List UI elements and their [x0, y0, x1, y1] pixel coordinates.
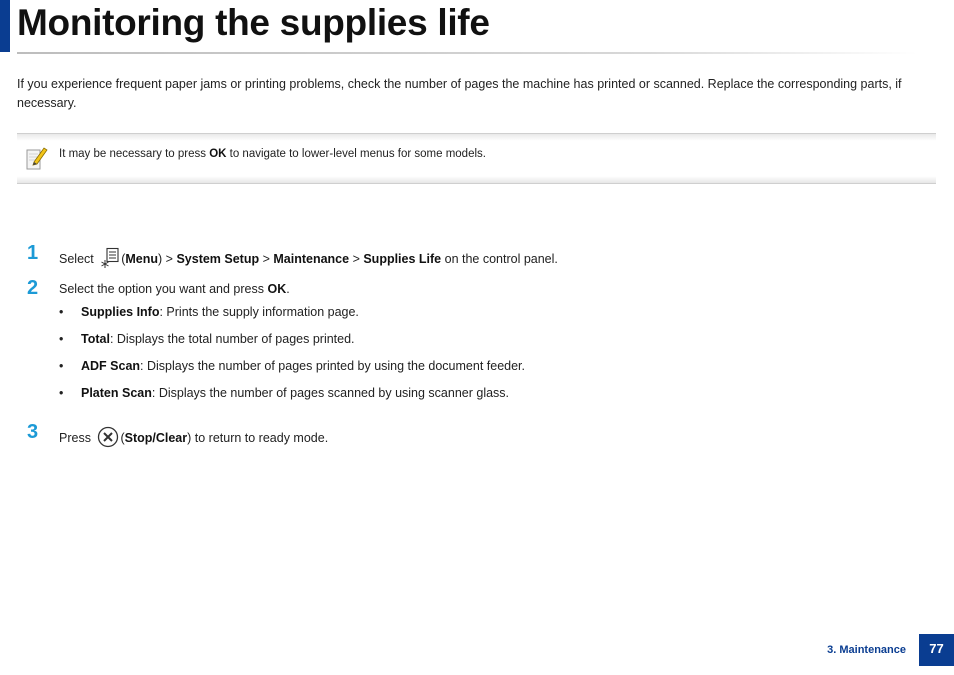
list-item: • Platen Scan: Displays the number of pages scanned by using scanner glass.: [59, 386, 510, 400]
option-desc: : Displays the number of pages printed by using the document feeder.: [140, 359, 526, 373]
step-text: Press (Stop/Clear) to return to ready mode.: [59, 426, 328, 448]
path-separator: >: [162, 252, 177, 266]
path-system-setup: System Setup: [176, 252, 260, 266]
option-name: Supplies Info: [81, 305, 160, 319]
option-desc: : Displays the number of pages scanned by using scanner glass.: [151, 386, 510, 400]
step-number: 3: [27, 421, 39, 443]
step-prefix: Select: [59, 252, 98, 266]
option-desc: : Displays the total number of pages printed.: [109, 332, 355, 346]
step-number: 2: [27, 277, 39, 299]
ok-key: OK: [267, 282, 287, 296]
path-supplies-life: Supplies Life: [363, 252, 442, 266]
note-text: [59, 148, 486, 160]
step-text: Select (Menu) > System Setup > Maintenance > Supplies Life on the control panel.: [59, 247, 558, 269]
list-item: • Total: Displays the total number of pages printed.: [59, 332, 355, 346]
footer-section-label: 3. Maintenance: [827, 644, 906, 656]
path-maintenance: Maintenance: [273, 252, 350, 266]
intro-paragraph: If you experience frequent paper jams or printing problems, check the number of pages the machine has printed or scanned. Replace the corresponding parts, if necessary.: [17, 77, 902, 110]
step-suffix: on the control panel.: [441, 252, 558, 266]
stop-clear-label: Stop/Clear: [124, 431, 188, 445]
menu-label: Menu: [125, 252, 159, 266]
list-item: • Supplies Info: Prints the supply information page.: [59, 305, 359, 319]
option-desc: : Prints the supply information page.: [159, 305, 359, 319]
list-item: • ADF Scan: Displays the number of pages printed by using the document feeder.: [59, 359, 526, 373]
note-text-after: to navigate to lower-level menus for some models.: [226, 148, 486, 160]
menu-button-icon: [100, 247, 120, 269]
note-pencil-icon: [25, 145, 49, 171]
note-ok-key: OK: [209, 148, 227, 160]
option-name: Total: [81, 332, 110, 346]
step-suffix: .: [286, 282, 290, 296]
path-separator: >: [259, 252, 274, 266]
page-number: 77: [919, 634, 954, 666]
step-number: 1: [27, 242, 39, 264]
step-text: [59, 282, 290, 296]
step-prefix: Select the option you want and press: [59, 282, 268, 296]
step-suffix: ) to return to ready mode.: [187, 431, 329, 445]
option-name: Platen Scan: [81, 386, 152, 400]
stop-clear-button-icon: [97, 426, 119, 448]
page-title: Monitoring the supplies life: [17, 2, 490, 43]
note-box: [17, 133, 936, 184]
note-text-before: It may be necessary to press: [59, 148, 210, 160]
option-name: ADF Scan: [81, 359, 141, 373]
step-prefix: Press: [59, 431, 95, 445]
option-list: [59, 305, 525, 413]
title-underline: [17, 52, 917, 54]
path-separator: >: [349, 252, 364, 266]
title-accent-bar: [0, 0, 10, 52]
